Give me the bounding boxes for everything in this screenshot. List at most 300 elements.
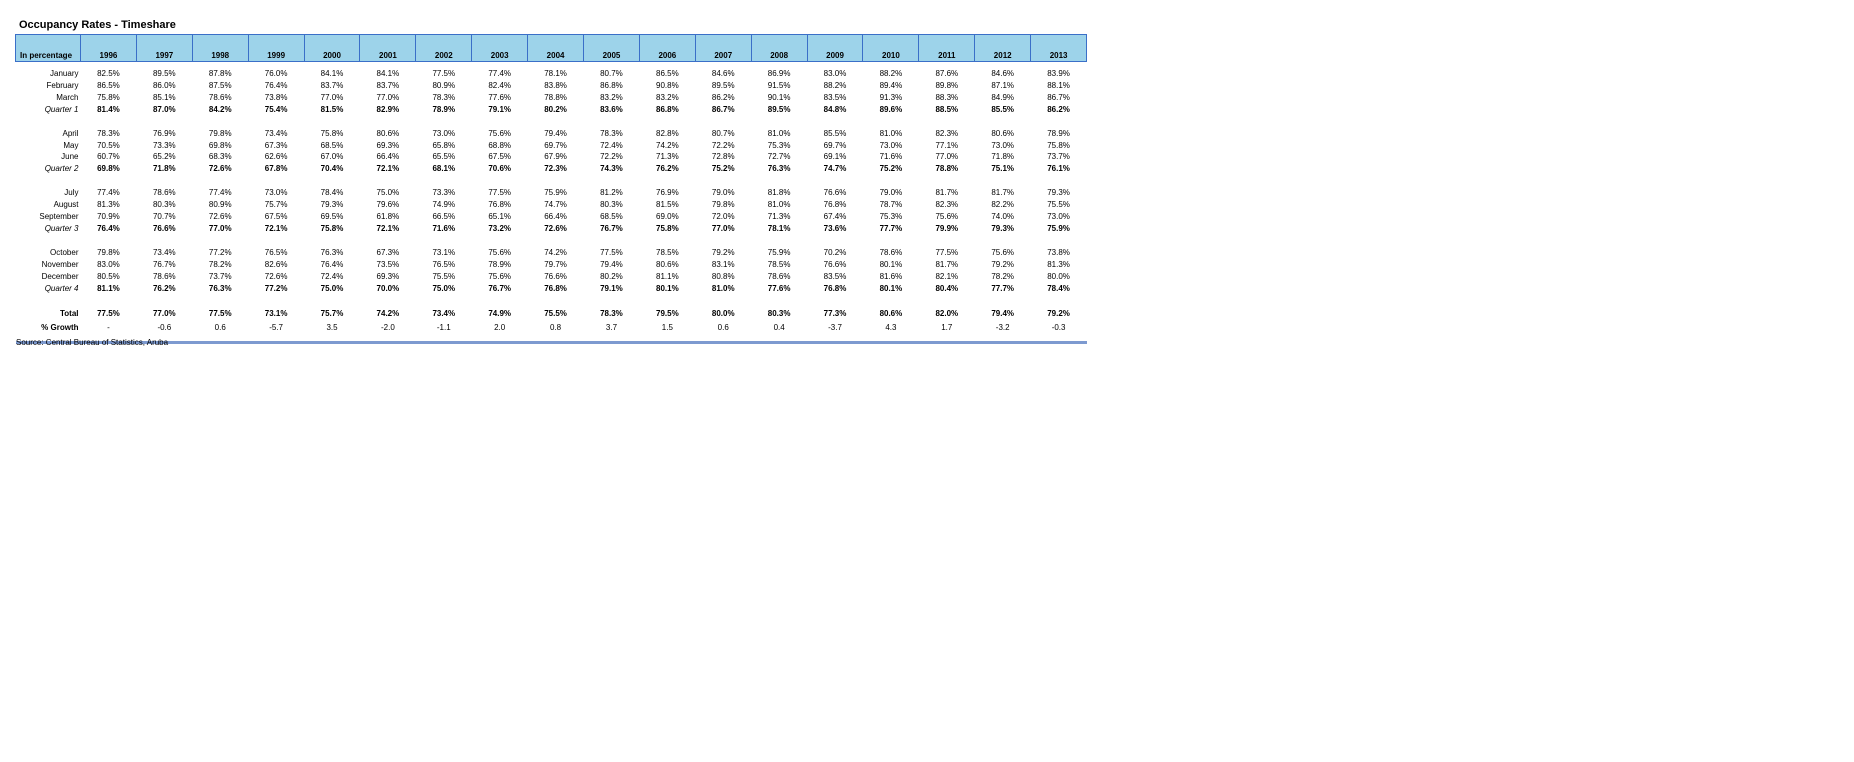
table-cell: 75.5% (544, 308, 567, 318)
table-cell: 72.2% (711, 140, 735, 150)
table-cell: 80.1% (879, 283, 903, 293)
table-cell: 4.3 (885, 322, 897, 332)
table-cell: 81.3% (97, 200, 120, 210)
table-cell: 89.5% (767, 104, 791, 114)
table-cell: 75.7% (320, 308, 344, 318)
table-cell: 75.1% (991, 164, 1015, 174)
table-cell: 69.8% (208, 140, 232, 150)
table-cell: 75.0% (376, 188, 400, 198)
table-cell: 72.4% (320, 271, 344, 281)
table-cell: 71.8% (152, 164, 176, 174)
table-cell: 76.9% (152, 128, 176, 138)
table-cell: 76.2% (152, 283, 176, 293)
row-label: November (41, 259, 79, 269)
table-cell: 88.2% (879, 69, 903, 78)
table-cell: 74.2% (544, 247, 567, 257)
table-cell: 79.8% (208, 128, 232, 138)
table-cell: -1.1 (436, 322, 451, 332)
table-cell: 86.0% (152, 80, 176, 90)
table-cell: 81.5% (320, 104, 344, 114)
table-cell: 72.7% (767, 152, 791, 162)
table-cell: 78.3% (432, 92, 456, 102)
table-cell: 69.7% (823, 140, 847, 150)
table-cell: 73.1% (432, 247, 456, 257)
table-cell: 80.1% (879, 259, 903, 269)
table-cell: 67.0% (320, 152, 344, 162)
table-cell: 86.8% (656, 104, 679, 114)
year-header: 2009 (807, 35, 863, 62)
table-cell: 73.3% (432, 188, 456, 198)
table-cell: 0.4 (773, 322, 785, 332)
table-cell: 78.4% (320, 188, 344, 198)
table-cell: 81.1% (97, 283, 120, 293)
table-cell: 78.7% (879, 200, 903, 210)
year-header: 2011 (919, 35, 975, 62)
table-cell: 78.1% (767, 223, 791, 233)
table-cell: 77.5% (432, 69, 456, 78)
table-cell: 86.7% (711, 104, 735, 114)
table-cell: 82.5% (97, 69, 120, 78)
table-cell: 68.1% (432, 164, 456, 174)
table-cell: 81.7% (935, 259, 959, 269)
table-cell: -2.0 (381, 322, 395, 332)
table-cell: 73.3% (152, 140, 176, 150)
table-cell: 79.2% (1047, 308, 1070, 318)
table-cell: 80.6% (879, 308, 903, 318)
table-cell: 74.9% (488, 308, 512, 318)
table-cell: 75.8% (320, 223, 344, 233)
table-cell: 83.9% (1047, 69, 1070, 78)
table-cell: 75.7% (264, 200, 288, 210)
month-row (16, 128, 1087, 140)
table-cell: 79.2% (991, 259, 1015, 269)
table-cell: -3.7 (828, 322, 842, 332)
table-cell: 70.0% (376, 283, 400, 293)
table-cell: 82.4% (488, 80, 512, 90)
year-header: 2008 (751, 35, 807, 62)
table-cell: 88.5% (935, 104, 959, 114)
table-cell: 73.7% (1047, 152, 1070, 162)
table-cell: 76.4% (264, 80, 288, 90)
month-row (16, 211, 1087, 223)
table-cell: 75.9% (1047, 223, 1070, 233)
table-cell: 78.2% (991, 271, 1015, 281)
table-cell: 89.6% (879, 104, 903, 114)
month-row (16, 259, 1087, 271)
row-label: April (62, 128, 79, 138)
table-cell: 73.4% (152, 247, 176, 257)
table-cell: 75.3% (767, 140, 791, 150)
table-cell: 72.2% (600, 152, 623, 162)
row-label: October (50, 247, 79, 257)
table-cell: 80.3% (600, 200, 623, 210)
table-cell: 70.2% (823, 247, 847, 257)
table-cell: 76.5% (264, 247, 288, 257)
quarter-total-row (16, 163, 1087, 175)
table-cell: 89.8% (935, 80, 959, 90)
table-cell: 61.8% (376, 212, 400, 222)
table-cell: 72.8% (711, 152, 735, 162)
table-cell: 75.2% (711, 164, 735, 174)
table-cell: 81.2% (600, 188, 623, 198)
table-cell: 0.6 (214, 322, 226, 332)
table-cell: 0.8 (550, 322, 562, 332)
row-label: Quarter 4 (44, 283, 79, 293)
table-cell: 87.1% (991, 80, 1015, 90)
table-cell: 80.7% (600, 69, 623, 78)
table-cell: 86.5% (97, 80, 120, 90)
table-cell: 83.8% (544, 80, 567, 90)
table-cell: 60.7% (97, 152, 120, 162)
table-cell: 69.3% (376, 271, 400, 281)
row-label: % Growth (41, 322, 79, 332)
table-cell: 81.7% (991, 188, 1015, 198)
table-cell: -3.2 (995, 322, 1010, 332)
table-cell: 77.1% (935, 140, 959, 150)
table-cell: 73.6% (823, 223, 847, 233)
table-cell: 76.9% (656, 188, 679, 198)
year-header: 2012 (975, 35, 1031, 62)
table-cell: 80.2% (544, 104, 567, 114)
table-cell: 69.0% (656, 212, 679, 222)
table-cell: 77.0% (935, 152, 959, 162)
table-cell: 83.7% (320, 80, 344, 90)
table-cell: 80.0% (1047, 271, 1070, 281)
table-cell: 83.0% (97, 259, 120, 269)
table-cell: 77.0% (376, 92, 400, 102)
table-cell: -0.6 (157, 322, 172, 332)
table-cell: 84.6% (711, 69, 735, 78)
row-label: August (53, 200, 79, 210)
table-cell: 77.3% (823, 308, 847, 318)
table-cell: 69.7% (544, 140, 567, 150)
table-cell: 80.4% (935, 283, 959, 293)
year-header: 1999 (248, 35, 304, 62)
table-cell: 72.1% (376, 223, 400, 233)
table-cell: 75.5% (432, 271, 456, 281)
table-cell: 77.5% (97, 308, 120, 318)
table-cell: 75.6% (488, 128, 512, 138)
table-cell: 77.7% (879, 223, 903, 233)
table-cell: 77.0% (711, 223, 735, 233)
table-cell: 73.8% (264, 92, 288, 102)
table-cell: 83.2% (600, 92, 623, 102)
quarter-total-row (16, 223, 1087, 235)
table-cell: 75.6% (991, 247, 1015, 257)
table-cell: 75.4% (264, 104, 288, 114)
year-header: 2006 (639, 35, 695, 62)
row-label: Quarter 1 (44, 104, 79, 114)
row-label: February (46, 80, 79, 90)
table-cell: 75.9% (544, 188, 567, 198)
table-cell: 72.6% (208, 212, 232, 222)
table-cell: 77.5% (488, 188, 512, 198)
year-header: 2005 (584, 35, 640, 62)
table-cell: 77.2% (264, 283, 288, 293)
table-cell: 77.5% (935, 247, 959, 257)
year-header: 2013 (1031, 35, 1087, 62)
table-cell: 82.9% (376, 104, 400, 114)
table-cell: 81.6% (879, 271, 903, 281)
table-cell: 73.8% (1047, 247, 1070, 257)
table-cell: 81.4% (97, 104, 120, 114)
row-label: June (61, 152, 79, 162)
row-label: Total (59, 308, 79, 318)
table-cell: 85.5% (991, 104, 1015, 114)
table-cell: 73.7% (208, 271, 232, 281)
table-cell: 82.3% (935, 200, 959, 210)
table-cell: 72.6% (544, 223, 567, 233)
table-cell: 77.0% (208, 223, 232, 233)
table-cell: 72.1% (376, 164, 400, 174)
table-cell: 73.4% (264, 128, 288, 138)
table-cell: 79.3% (1047, 188, 1070, 198)
table-cell: 76.6% (823, 188, 847, 198)
table-cell: 66.5% (432, 212, 456, 222)
table-cell: 82.1% (935, 271, 959, 281)
table-cell: 78.5% (656, 247, 679, 257)
table-cell: 77.4% (488, 69, 512, 78)
table-cell: 74.2% (376, 308, 400, 318)
table-cell: 79.4% (600, 259, 623, 269)
table-cell: 3.5 (326, 322, 338, 332)
table-cell: 75.6% (935, 212, 959, 222)
table-cell: 91.5% (767, 80, 791, 90)
table-cell: 79.7% (544, 259, 567, 269)
table-cell: 80.8% (711, 271, 735, 281)
table-cell: 73.2% (488, 223, 512, 233)
table-cell: 68.3% (208, 152, 232, 162)
table-cell: 69.3% (376, 140, 400, 150)
table-cell: 73.0% (1047, 212, 1070, 222)
year-header: 1996 (81, 35, 137, 62)
row-label: July (64, 188, 79, 198)
table-cell: 78.8% (544, 92, 567, 102)
table-cell: 84.1% (376, 69, 400, 78)
table-cell: 77.0% (152, 308, 176, 318)
occupancy-table (15, 34, 1087, 344)
table-cell: 80.1% (656, 283, 679, 293)
table-cell: 75.9% (767, 247, 791, 257)
table-cell: 76.8% (544, 283, 567, 293)
row-label: Quarter 2 (44, 164, 79, 174)
table-cell: 72.6% (264, 271, 288, 281)
table-cell: 76.7% (600, 223, 623, 233)
header-label: In percentage (16, 35, 81, 62)
table-cell: 87.5% (208, 80, 232, 90)
table-cell: 75.6% (488, 247, 512, 257)
table-cell: 78.6% (879, 247, 903, 257)
table-cell: 89.4% (879, 80, 903, 90)
table-cell: 84.1% (320, 69, 344, 78)
table-cell: 78.4% (1047, 283, 1070, 293)
table-cell: 77.4% (97, 188, 120, 198)
table-cell: 88.2% (823, 80, 847, 90)
table-cell: 86.9% (767, 69, 791, 78)
table-cell: 81.0% (767, 128, 791, 138)
table-cell: 67.5% (488, 152, 512, 162)
table-cell: 79.1% (600, 283, 623, 293)
table-cell: 75.0% (320, 283, 344, 293)
month-row (16, 80, 1087, 92)
month-row (16, 247, 1087, 259)
table-cell: 76.3% (320, 247, 344, 257)
table-cell: 81.0% (711, 283, 735, 293)
table-cell: 66.4% (544, 212, 567, 222)
table-cell: 75.2% (879, 164, 903, 174)
table-cell: 67.4% (823, 212, 847, 222)
year-header: 1998 (192, 35, 248, 62)
quarter-total-row (16, 104, 1087, 116)
row-label: March (56, 92, 79, 102)
table-cell: 76.3% (208, 283, 232, 293)
month-row (16, 140, 1087, 152)
table-cell: -0.3 (1051, 322, 1066, 332)
table-cell: 80.5% (97, 271, 120, 281)
source-note: Source: Central Bureau of Statistics, Aruba (16, 338, 169, 347)
total-row (16, 307, 1087, 321)
row-label: May (63, 140, 79, 150)
table-cell: 78.2% (208, 259, 232, 269)
table-cell: 78.6% (208, 92, 232, 102)
table-cell: 72.0% (711, 212, 735, 222)
row-label: December (41, 271, 79, 281)
table-body (16, 62, 1087, 343)
row-label: September (39, 212, 79, 222)
table-cell: 78.9% (432, 104, 456, 114)
table-cell: 83.5% (823, 92, 847, 102)
table-cell: 79.4% (544, 128, 567, 138)
table-cell: 75.6% (488, 271, 512, 281)
table-cell: 76.0% (264, 69, 288, 78)
table-cell: 79.6% (376, 200, 400, 210)
table-cell: 81.0% (879, 128, 903, 138)
table-cell: 78.6% (767, 271, 791, 281)
table-cell: 70.7% (152, 212, 176, 222)
table-cell: 86.2% (711, 92, 735, 102)
month-row (16, 271, 1087, 283)
table-cell: 67.8% (264, 164, 288, 174)
table-cell: 74.3% (600, 164, 623, 174)
table-cell: 78.6% (152, 271, 176, 281)
table-cell: 78.8% (935, 164, 959, 174)
table-cell: 84.2% (208, 104, 232, 114)
row-label: January (50, 69, 79, 78)
table-cell: 66.4% (376, 152, 400, 162)
table-cell: 70.9% (97, 212, 120, 222)
table-cell: 86.5% (656, 69, 679, 78)
table-cell: 73.0% (264, 188, 288, 198)
table-cell: 81.3% (1047, 259, 1070, 269)
table-cell: 82.0% (935, 308, 959, 318)
table-cell: 71.8% (991, 152, 1015, 162)
table-cell: 79.5% (656, 308, 679, 318)
table-cell: 87.6% (935, 69, 959, 78)
table-cell: 87.0% (152, 104, 176, 114)
table-cell: 76.6% (152, 223, 176, 233)
table-cell: 81.0% (767, 200, 791, 210)
table-cell: 75.8% (656, 223, 679, 233)
table-cell: 75.8% (1047, 140, 1070, 150)
year-header: 2002 (416, 35, 472, 62)
table-cell: 80.2% (600, 271, 623, 281)
table-cell: -5.7 (269, 322, 284, 332)
table-cell: 83.7% (376, 80, 400, 90)
table-cell: 91.3% (879, 92, 903, 102)
table-cell: 80.9% (432, 80, 456, 90)
row-label: Quarter 3 (44, 223, 79, 233)
table-cell: 69.8% (97, 164, 120, 174)
table-cell: 86.8% (600, 80, 623, 90)
table-cell: 78.1% (544, 69, 567, 78)
table-cell: 79.3% (320, 200, 344, 210)
table-cell: 68.5% (320, 140, 344, 150)
table-cell: 76.8% (823, 200, 847, 210)
table-cell: 82.3% (935, 128, 959, 138)
month-row (16, 92, 1087, 104)
table-cell: 71.6% (879, 152, 903, 162)
month-row (16, 187, 1087, 199)
table-cell: 77.5% (600, 247, 623, 257)
table-cell: 78.3% (97, 128, 120, 138)
table-cell: 72.1% (264, 223, 288, 233)
table-cell: 81.5% (656, 200, 679, 210)
table-cell: 83.6% (600, 104, 623, 114)
table-cell: 76.4% (97, 223, 120, 233)
table-cell: 80.6% (656, 259, 679, 269)
table-cell: 73.5% (376, 259, 400, 269)
table-cell: 76.2% (656, 164, 679, 174)
table-cell: 3.7 (605, 322, 618, 332)
table-cell: 77.4% (208, 188, 232, 198)
table-cell: 89.5% (152, 69, 176, 78)
year-header: 2004 (528, 35, 584, 62)
table-cell: 82.2% (991, 200, 1015, 210)
table-cell: 77.0% (320, 92, 344, 102)
table-cell: 80.3% (152, 200, 176, 210)
table-cell: 79.2% (711, 247, 735, 257)
table-cell: 74.9% (432, 200, 456, 210)
spacer-row (16, 116, 1087, 128)
table-cell: 76.3% (767, 164, 791, 174)
table-cell: 78.5% (767, 259, 791, 269)
table-cell: 74.0% (991, 212, 1015, 222)
table-cell: 73.0% (991, 140, 1015, 150)
table-cell: 74.7% (823, 164, 847, 174)
table-cell: 75.8% (97, 92, 120, 102)
table-cell: 70.5% (97, 140, 120, 150)
page-title: Occupancy Rates - Timeshare (19, 19, 176, 31)
table-cell: 83.5% (823, 271, 847, 281)
table-cell: 75.0% (432, 283, 456, 293)
table-cell: 86.2% (1047, 104, 1070, 114)
table-cell: 79.4% (991, 308, 1015, 318)
table-cell: 76.8% (488, 200, 512, 210)
table-cell: 65.8% (432, 140, 456, 150)
table-cell: 76.6% (823, 259, 847, 269)
table-cell: 80.9% (208, 200, 232, 210)
header-row (16, 35, 1087, 62)
month-row (16, 151, 1087, 163)
table-cell: 82.6% (264, 259, 288, 269)
table-cell: 76.7% (152, 259, 176, 269)
table-cell: 67.9% (544, 152, 567, 162)
table-cell: 80.7% (711, 128, 735, 138)
table-cell: 79.1% (488, 104, 512, 114)
table-cell: 75.5% (1047, 200, 1070, 210)
table-cell: 79.0% (711, 188, 735, 198)
table-cell: 83.0% (823, 69, 847, 78)
